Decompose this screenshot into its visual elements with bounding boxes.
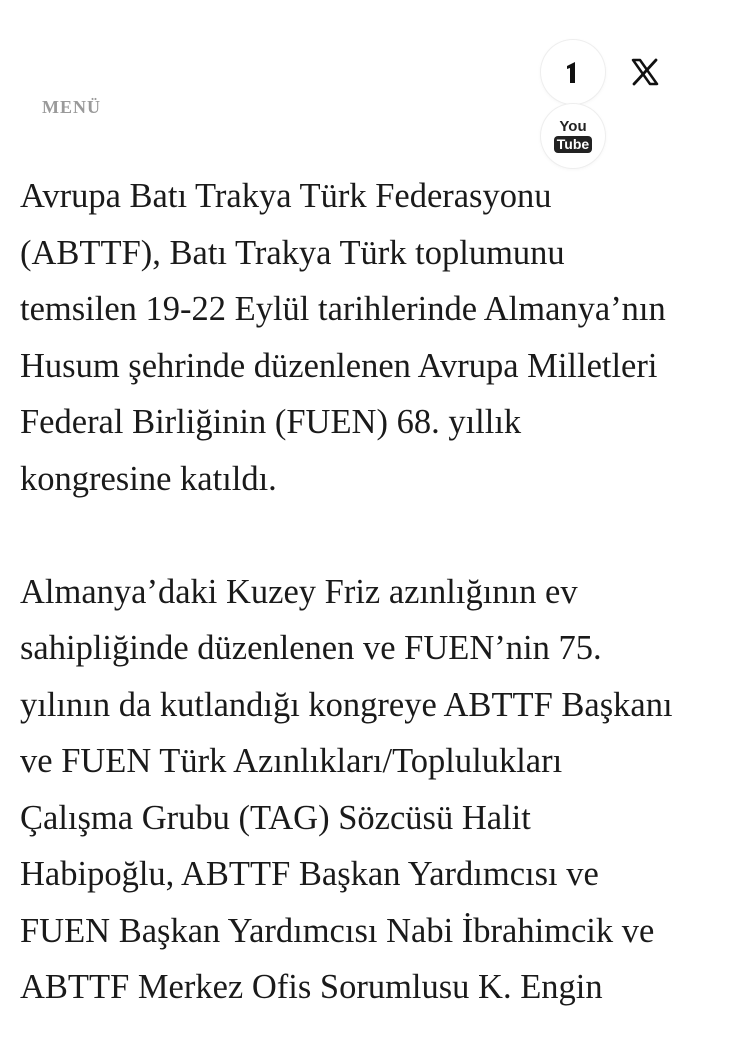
article-body: [20, 168, 740, 1016]
youtube-you-text: You: [559, 118, 587, 135]
youtube-tube-text: Tube: [554, 136, 592, 153]
paragraph-line: sahipliğinde düzenlenen ve FUEN’nin 75.: [20, 629, 602, 667]
social-link-x[interactable]: [613, 40, 677, 104]
social-link-youtube[interactable]: [541, 104, 605, 168]
social-link-1[interactable]: [541, 40, 605, 104]
article-paragraph-1: [20, 168, 740, 507]
paragraph-line: kongresine katıldı.: [20, 459, 277, 498]
article-paragraph-2: [20, 564, 740, 1016]
paragraph-line: Almanya’daki Kuzey Friz azınlığının ev: [20, 572, 578, 611]
paragraph-line: Habipoğlu, ABTTF Başkan Yardımcısı ve: [20, 855, 599, 893]
youtube-icon: [554, 119, 592, 153]
paragraph-line: yılının da kutlandığı kongreye ABTTF Başkanı: [20, 685, 673, 724]
paragraph-line: Çalışma Grubu (TAG) Sözcüsü Halit: [20, 798, 531, 837]
x-icon: [630, 57, 660, 87]
paragraph-line: ve FUEN Türk Azınlıkları/Toplulukları: [20, 742, 563, 780]
paragraph-line: (ABTTF), Batı Trakya Türk toplumunu: [20, 233, 565, 272]
paragraph-line: FUEN Başkan Yardımcısı Nabi İbrahimcik ve: [20, 911, 655, 950]
paragraph-line: temsilen 19-22 Eylül tarihlerinde Almanya’nın: [20, 290, 666, 328]
paragraph-line: Avrupa Batı Trakya Türk Federasyonu: [20, 177, 552, 215]
logo-1-icon: [558, 57, 588, 87]
menu-button[interactable]: MENÜ: [42, 97, 101, 117]
paragraph-line: Husum şehrinde düzenlenen Avrupa Milletleri: [20, 346, 658, 385]
paragraph-line: ABTTF Merkez Ofis Sorumlusu K. Engin: [20, 968, 603, 1006]
paragraph-line: Federal Birliğinin (FUEN) 68. yıllık: [20, 403, 522, 441]
